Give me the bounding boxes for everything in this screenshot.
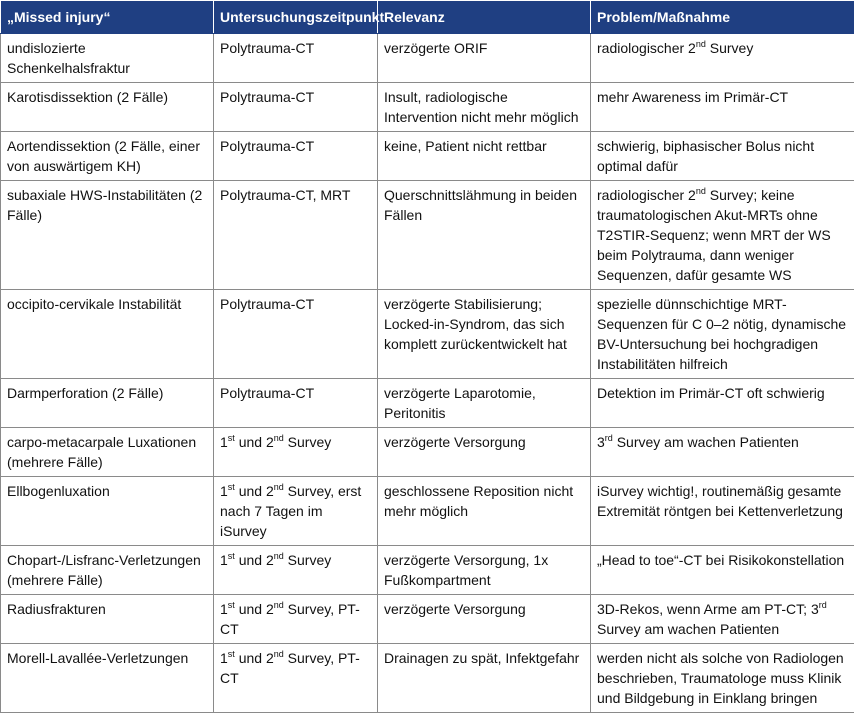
- cell-missed-injury: [1, 181, 214, 290]
- cell-relevanz: [378, 181, 591, 290]
- ordinal-suffix: nd: [274, 649, 284, 659]
- table-row: [1, 595, 854, 644]
- cell-problem-massnahme: [591, 379, 854, 428]
- cell-text: Survey: [284, 552, 331, 568]
- cell-text: verzögerte Versorgung: [384, 601, 526, 617]
- cell-text: und 2: [235, 601, 274, 617]
- cell-missed-injury: [1, 132, 214, 181]
- cell-text: verzögerte Stabilisierung; Locked-in-Syndrom, das sich komplett zurückentwickelt hat: [384, 296, 567, 352]
- cell-missed-injury: [1, 644, 214, 713]
- cell-relevanz: [378, 290, 591, 379]
- cell-text: Morell-Lavallée-Verletzungen: [7, 650, 188, 666]
- ordinal-suffix: nd: [274, 551, 284, 561]
- cell-relevanz: [378, 428, 591, 477]
- cell-text: Survey, erst nach 7 Tagen im iSurvey: [220, 483, 361, 539]
- ordinal-suffix: st: [228, 433, 235, 443]
- ordinal-suffix: rd: [819, 600, 827, 610]
- cell-text: 1: [220, 552, 228, 568]
- cell-untersuchungszeitpunkt: [214, 428, 378, 477]
- cell-text: Darmperforation (2 Fälle): [7, 385, 163, 401]
- table-row: [1, 379, 854, 428]
- cell-untersuchungszeitpunkt: [214, 477, 378, 546]
- table-row: [1, 477, 854, 546]
- table-row: [1, 644, 854, 713]
- cell-text: carpo-metacarpale Luxationen (mehrere Fälle): [7, 434, 196, 470]
- cell-relevanz: [378, 132, 591, 181]
- cell-text: spezielle dünnschichtige MRT-Sequenzen für C 0–2 nötig, dynamische BV-Untersuchung bei hochgradigen Instabilitäten hilfreich: [597, 296, 846, 372]
- cell-untersuchungszeitpunkt: [214, 83, 378, 132]
- cell-text: Drainagen zu spät, Infektgefahr: [384, 650, 579, 666]
- cell-text: Polytrauma-CT, MRT: [220, 187, 350, 203]
- cell-text: Polytrauma-CT: [220, 89, 314, 105]
- cell-problem-massnahme: [591, 428, 854, 477]
- cell-text: Chopart-/Lisfranc-Verletzungen (mehrere Fälle): [7, 552, 201, 588]
- cell-text: iSurvey wichtig!, routinemäßig gesamte Extremität röntgen bei Kettenverletzung: [597, 483, 843, 519]
- cell-text: und 2: [235, 483, 274, 499]
- cell-text: Survey; keine traumatologischen Akut-MRTs ohne T2STIR-Sequenz; wenn MRT der WS beim Polytrauma, dann weniger Sequenzen, dafür gesamte WS: [597, 187, 831, 283]
- cell-text: keine, Patient nicht rettbar: [384, 138, 547, 154]
- cell-text: 3: [597, 434, 605, 450]
- cell-text: occipito-cervikale Instabilität: [7, 296, 181, 312]
- cell-text: Survey am wachen Patienten: [613, 434, 799, 450]
- cell-problem-massnahme: [591, 595, 854, 644]
- cell-text: 3D-Rekos, wenn Arme am PT-CT; 3: [597, 601, 819, 617]
- table-row: [1, 34, 854, 83]
- cell-text: Survey, PT-CT: [220, 601, 360, 637]
- table-body: [1, 34, 854, 713]
- cell-problem-massnahme: [591, 34, 854, 83]
- cell-untersuchungszeitpunkt: [214, 181, 378, 290]
- cell-text: radiologischer 2: [597, 187, 696, 203]
- cell-text: subaxiale HWS-Instabilitäten (2 Fälle): [7, 187, 202, 223]
- cell-text: und 2: [235, 552, 274, 568]
- cell-text: Karotisdissektion (2 Fälle): [7, 89, 168, 105]
- cell-text: Polytrauma-CT: [220, 385, 314, 401]
- cell-text: verzögerte Laparotomie, Peritonitis: [384, 385, 536, 421]
- cell-untersuchungszeitpunkt: [214, 644, 378, 713]
- cell-relevanz: [378, 595, 591, 644]
- cell-text: und 2: [235, 650, 274, 666]
- cell-missed-injury: [1, 290, 214, 379]
- cell-text: werden nicht als solche von Radiologen beschrieben, Traumatologe muss Klinik und Bildgebung in Einklang bringen: [597, 650, 844, 706]
- cell-untersuchungszeitpunkt: [214, 546, 378, 595]
- table-row: [1, 181, 854, 290]
- cell-text: 1: [220, 601, 228, 617]
- cell-text: verzögerte ORIF: [384, 40, 487, 56]
- cell-text: Detektion im Primär-CT oft schwierig: [597, 385, 825, 401]
- table-row: [1, 83, 854, 132]
- cell-untersuchungszeitpunkt: [214, 595, 378, 644]
- cell-missed-injury: [1, 477, 214, 546]
- cell-text: Polytrauma-CT: [220, 296, 314, 312]
- cell-untersuchungszeitpunkt: [214, 379, 378, 428]
- cell-problem-massnahme: [591, 546, 854, 595]
- cell-text: Radiusfrakturen: [7, 601, 106, 617]
- ordinal-suffix: nd: [274, 433, 284, 443]
- ordinal-suffix: st: [228, 551, 235, 561]
- cell-problem-massnahme: [591, 644, 854, 713]
- cell-relevanz: [378, 546, 591, 595]
- cell-missed-injury: [1, 83, 214, 132]
- ordinal-suffix: nd: [696, 39, 706, 49]
- cell-text: radiologischer 2: [597, 40, 696, 56]
- table-header: [1, 1, 854, 34]
- header-missed-injury: „Missed injury“: [1, 1, 214, 34]
- header-untersuchungszeitpunkt: Untersuchungszeitpunkt: [214, 1, 378, 34]
- cell-text: undislozierte Schenkelhalsfraktur: [7, 40, 130, 76]
- cell-text: mehr Awareness im Primär-CT: [597, 89, 788, 105]
- cell-missed-injury: [1, 34, 214, 83]
- cell-text: schwierig, biphasischer Bolus nicht optimal dafür: [597, 138, 814, 174]
- cell-missed-injury: [1, 428, 214, 477]
- cell-text: Survey, PT-CT: [220, 650, 360, 686]
- cell-text: Survey: [284, 434, 331, 450]
- cell-text: Polytrauma-CT: [220, 40, 314, 56]
- cell-untersuchungszeitpunkt: [214, 132, 378, 181]
- cell-text: 1: [220, 434, 228, 450]
- cell-relevanz: [378, 477, 591, 546]
- cell-untersuchungszeitpunkt: [214, 290, 378, 379]
- cell-text: Querschnittslähmung in beiden Fällen: [384, 187, 577, 223]
- cell-problem-massnahme: [591, 83, 854, 132]
- ordinal-suffix: nd: [274, 600, 284, 610]
- cell-relevanz: [378, 34, 591, 83]
- cell-text: Ellbogenluxation: [7, 483, 110, 499]
- ordinal-suffix: st: [228, 600, 235, 610]
- table-row: [1, 546, 854, 595]
- cell-relevanz: [378, 83, 591, 132]
- table-row: [1, 290, 854, 379]
- header-problem-massnahme: Problem/Maßnahme: [591, 1, 854, 34]
- cell-untersuchungszeitpunkt: [214, 34, 378, 83]
- cell-missed-injury: [1, 379, 214, 428]
- cell-text: Survey: [706, 40, 753, 56]
- cell-text: verzögerte Versorgung, 1x Fußkompartment: [384, 552, 548, 588]
- cell-text: Survey am wachen Patienten: [597, 621, 779, 637]
- cell-text: „Head to toe“-CT bei Risikokonstellation: [597, 552, 844, 568]
- cell-text: geschlossene Reposition nicht mehr möglich: [384, 483, 573, 519]
- cell-problem-massnahme: [591, 132, 854, 181]
- table-row: [1, 132, 854, 181]
- ordinal-suffix: nd: [696, 186, 706, 196]
- cell-problem-massnahme: [591, 477, 854, 546]
- cell-text: verzögerte Versorgung: [384, 434, 526, 450]
- cell-missed-injury: [1, 595, 214, 644]
- header-relevanz: Relevanz: [378, 1, 591, 34]
- cell-text: 1: [220, 483, 228, 499]
- ordinal-suffix: st: [228, 649, 235, 659]
- cell-text: Aortendissektion (2 Fälle, einer von auswärtigem KH): [7, 138, 200, 174]
- cell-text: 1: [220, 650, 228, 666]
- ordinal-suffix: st: [228, 482, 235, 492]
- cell-text: Insult, radiologische Intervention nicht mehr möglich: [384, 89, 579, 125]
- table-row: [1, 428, 854, 477]
- header-row: [1, 1, 854, 34]
- cell-relevanz: [378, 379, 591, 428]
- ordinal-suffix: rd: [605, 433, 613, 443]
- cell-text: und 2: [235, 434, 274, 450]
- cell-problem-massnahme: [591, 290, 854, 379]
- cell-missed-injury: [1, 546, 214, 595]
- ordinal-suffix: nd: [274, 482, 284, 492]
- cell-problem-massnahme: [591, 181, 854, 290]
- cell-text: Polytrauma-CT: [220, 138, 314, 154]
- cell-relevanz: [378, 644, 591, 713]
